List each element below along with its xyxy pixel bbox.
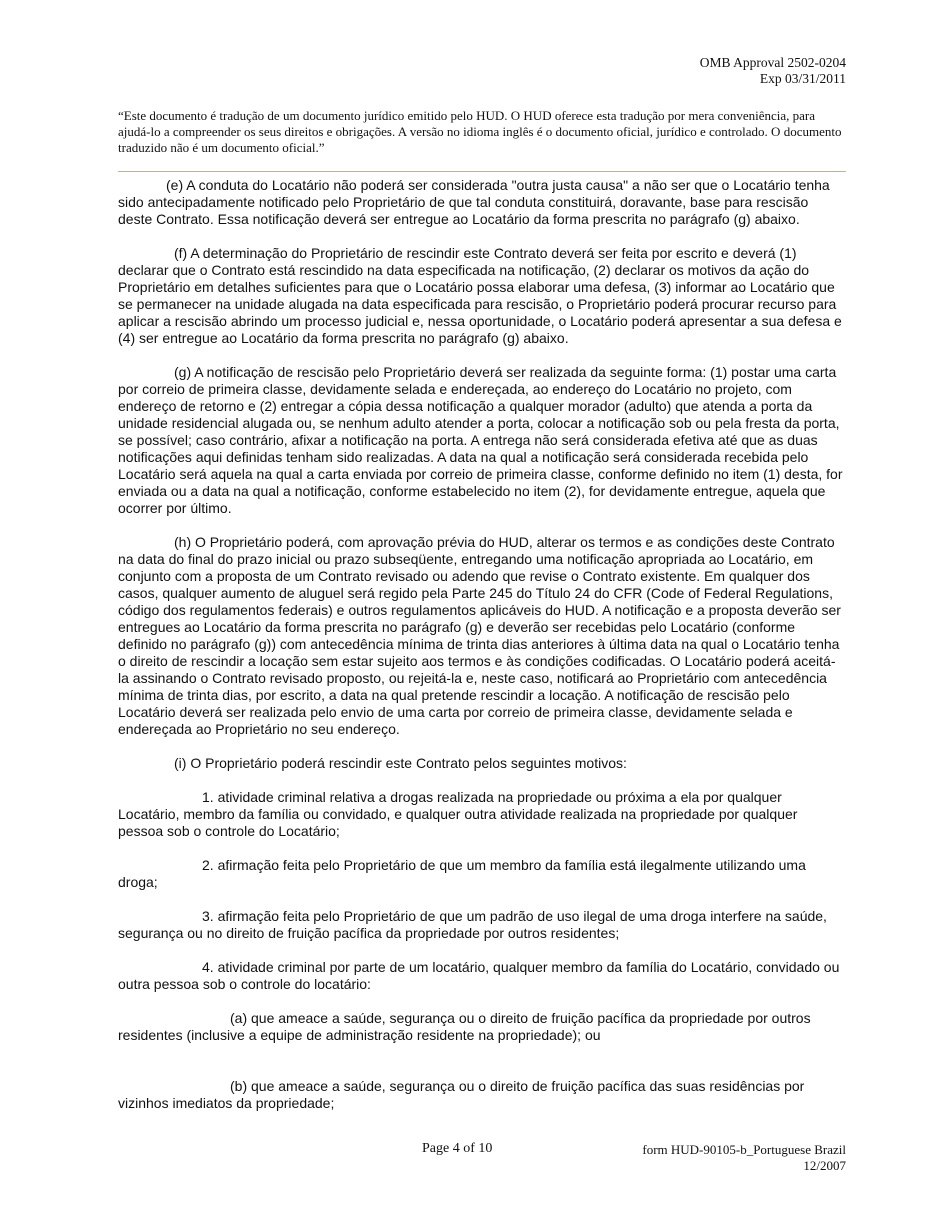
list-item-1: 1. atividade criminal relativa a drogas realizada na propriedade ou próxima a ela por qualquer Locatário, membro da família ou convidado, e qualquer outra atividade realizada na propriedade por qualquer pessoa sob o controle do Locatário; xyxy=(118,789,798,839)
paragraph-f: (f) A determinação do Proprietário de rescindir este Contrato deverá ser feita por escrito e deverá (1) declarar que o Contrato está rescindido na data especificada na notificação, (2) declarar os motivos da ação do Proprietário em detalhes suficientes para que o Locatário possa elaborar uma defesa, (3) informar ao Locatário que se permanecer na unidade alugada na data especificada para rescisão, o Proprietário poderá procurar recurso para aplicar a rescisão abrindo um processo judicial e, nessa oportunidade, o Locatário poderá apresentar a sua defesa e (4) ser entregue ao Locatário da forma prescrita no parágrafo (g) abaixo. xyxy=(118,245,842,346)
form-name: form HUD-90105-b_Portuguese Brazil xyxy=(642,1142,846,1157)
omb-expiration: Exp 03/31/2011 xyxy=(759,71,846,86)
paragraph-g: (g) A notificação de rescisão pelo Proprietário deverá ser realizada da seguinte forma: (1) postar uma carta por correio de primeira classe, devidamente selada e endereçada, ao endereço do Locatário no projeto, com endereço de retorno e (2) entregar a cópia dessa notificação a qualquer morador (adulto) que atenda a porta da unidade residencial alugada ou, se nenhum adulto atender a porta, colocar a notificação sob ou pela fresta da porta, se possível; caso contrário, afixar a notificação na porta. A entrega não será considerada efetiva até que as duas notificações aqui definidas tenham sido realizadas. A data na qual a notificação será considerada recebida pelo Locatário será aquela na qual a carta enviada por correio de primeira classe, conforme definido no item (1) desta, for enviada ou a data na qual a notificação, conforme estabelecido no item (2), for devidamente entregue, aquela que ocorrer por último. xyxy=(118,364,843,516)
omb-approval-number: OMB Approval 2502-0204 xyxy=(699,55,846,70)
document-body xyxy=(118,177,846,1112)
list-item-2: 2. afirmação feita pelo Proprietário de que um membro da família está ilegalmente utilizando uma droga; xyxy=(118,857,806,890)
translation-disclaimer: “Este documento é tradução de um documento jurídico emitido pelo HUD. O HUD oferece esta tradução por mera conveniência, para ajudá-lo a compreender os seus direitos e obrigações. A versão no idioma inglês é o documento oficial, jurídico e controlado. O documento traduzido não é um documento oficial.” xyxy=(118,108,842,155)
list-item-3: 3. afirmação feita pelo Proprietário de que um padrão de uso ilegal de uma droga interfere na saúde, segurança ou no direito de fruição pacífica da propriedade por outros residentes; xyxy=(118,908,827,941)
sub-item-b: (b) que ameace a saúde, segurança ou o direito de fruição pacífica das suas residências por vizinhos imediatos da propriedade; xyxy=(118,1078,805,1111)
header-divider xyxy=(118,171,846,172)
list-item-4: 4. atividade criminal por parte de um locatário, qualquer membro da família do Locatário, convidado ou outra pessoa sob o controle do locatário: xyxy=(118,959,840,992)
omb-approval-block xyxy=(700,55,846,87)
paragraph-i: (i) O Proprietário poderá rescindir este Contrato pelos seguintes motivos: xyxy=(174,755,627,771)
page-number: Page 4 of 10 xyxy=(422,1141,493,1156)
sub-item-a: (a) que ameace a saúde, segurança ou o direito de fruição pacífica da propriedade por outros residentes (inclusive a equipe de administração residente na propriedade); ou xyxy=(118,1010,811,1043)
form-date: 12/2007 xyxy=(803,1158,846,1173)
paragraph-e: (e) A conduta do Locatário não poderá ser considerada "outra justa causa" a não ser que o Locatário tenha sido antecipadamente notificado pelo Proprietário de que tal conduta constituirá, doravante, base para rescisão deste Contrato. Essa notificação deverá ser entregue ao Locatário da forma prescrita no parágrafo (g) abaixo. xyxy=(118,177,830,227)
form-identifier xyxy=(642,1142,846,1174)
paragraph-h: (h) O Proprietário poderá, com aprovação prévia do HUD, alterar os termos e as condições deste Contrato na data do final do prazo inicial ou prazo subseqüente, entregando uma notificação apropriada ao Locatário, em conjunto com a proposta de um Contrato revisado ou adendo que revise o Contrato existente. Em qualquer dos casos, qualquer aumento de aluguel será regido pela Parte 245 do Título 24 do CFR (Code of Federal Regulations, código dos regulamentos federais) e outros regulamentos aplicáveis do HUD. A notificação e a proposta deverão ser entregues ao Locatário da forma prescrita no parágrafo (g) e deverão ser recebidas pelo Locatário (conforme definido no parágrafo (g)) com antecedência mínima de trinta dias anteriores à última data na qual o Locatário tenha o direito de rescindir a locação sem estar sujeito aos termos e às condições codificadas. O Locatário poderá aceitá-la assinando o Contrato revisado proposto, ou rejeitá-la e, neste caso, notificará ao Proprietário com antecedência mínima de trinta dias, por escrito, a data na qual pretende rescindir a locação. A notificação de rescisão pelo Locatário deverá ser realizada pelo envio de uma carta por correio de primeira classe, devidamente selada e endereçada ao Proprietário no seu endereço. xyxy=(118,534,841,737)
